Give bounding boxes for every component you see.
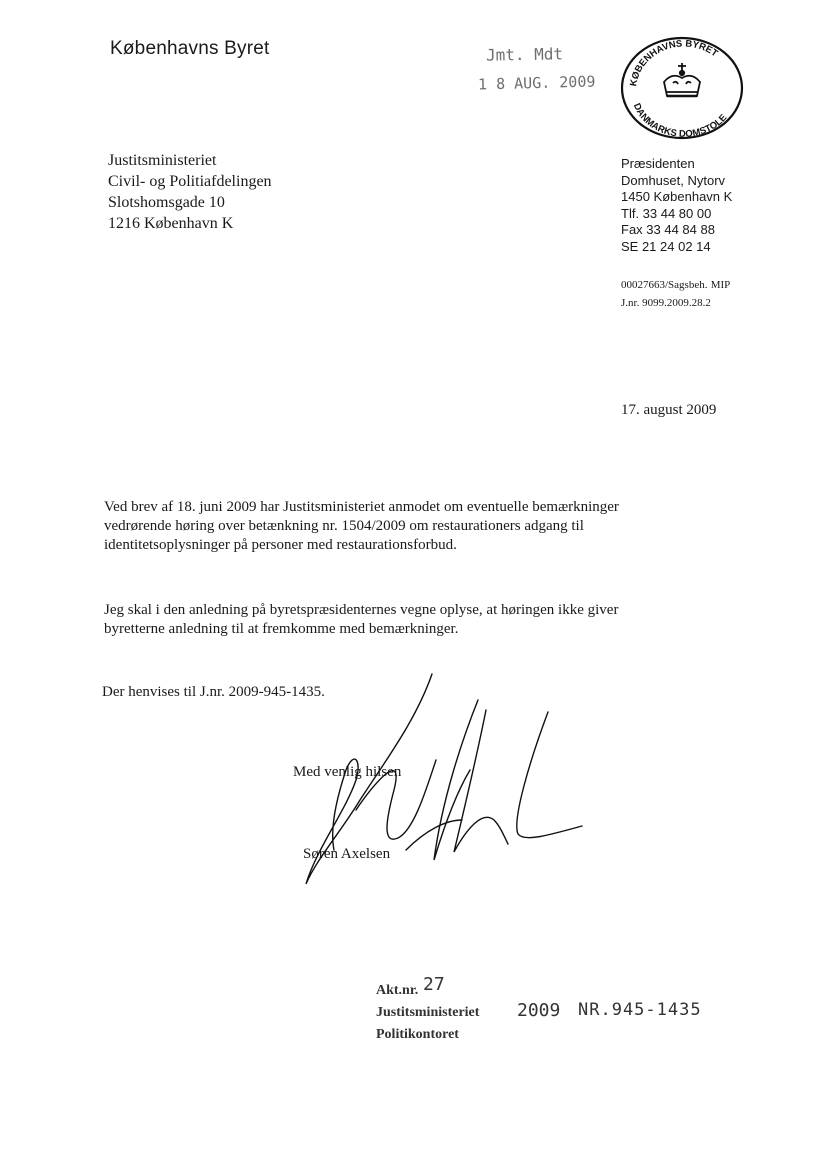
- sender-line: Præsidenten: [621, 156, 695, 171]
- seal-bottom-text: DANMARKS DOMSTOLE: [630, 101, 730, 140]
- sender-line: 1450 København K: [621, 189, 733, 204]
- body-paragraph-2: Jeg skal i den anledning på byretspræsidenternes vegne oplyse, at høringen ikke giver byretterne anledning til at fremkomme med bemærkninger.: [104, 602, 619, 637]
- svg-text:DANMARKS DOMSTOLE: [631, 102, 729, 140]
- handwritten-aktnr: 27: [423, 974, 445, 995]
- signer-name: Søren Axelsen: [303, 846, 391, 862]
- crown-icon: [664, 63, 700, 96]
- recipient-line: Slotshomsgade 10: [108, 194, 225, 211]
- handwritten-case-number: NR.945-1435: [578, 1000, 702, 1020]
- ministry-name: Justitsministeriet: [376, 1005, 480, 1020]
- recipient-line: Justitsministeriet: [108, 152, 217, 169]
- aktnr-label: Akt.nr.: [376, 983, 419, 998]
- sender-line: SE 21 24 02 14: [621, 238, 711, 254]
- journal-number: J.nr. 9099.2009.28.2: [621, 297, 711, 309]
- received-stamp-date: 1 8 AUG. 2009: [477, 72, 596, 94]
- handwritten-signature: [286, 660, 596, 890]
- court-seal: [618, 34, 746, 142]
- court-name: Københavns Byret: [110, 38, 270, 59]
- body-paragraph-1: Ved brev af 18. juni 2009 har Justitsministeriet anmodet om eventuelle bemærkninger vedrørende høring over betænkning nr. 1504/2009 om restaurationers adgang til identitetsoplysninger på personer med restaurationsforbud.: [104, 499, 619, 553]
- recipient-line: 1216 København K: [108, 215, 234, 232]
- sender-line: Tlf. 33 44 80 00: [621, 205, 712, 221]
- handwritten-year: 2009: [517, 1000, 561, 1021]
- letter-date: 17. august 2009: [621, 402, 717, 418]
- svg-text:KØBENHAVNS BYRET: [628, 38, 720, 87]
- sender-line: Domhuset, Nytorv: [621, 172, 726, 188]
- sender-address: [621, 156, 732, 255]
- office-name: Politikontoret: [376, 1027, 459, 1042]
- case-number-line: [621, 275, 730, 294]
- seal-top-text: KØBENHAVNS BYRET: [628, 38, 720, 88]
- recipient-address: [108, 150, 272, 234]
- sender-line: Fax 33 44 84 88: [621, 222, 715, 237]
- recipient-line: Civil- og Politiafdelingen: [108, 173, 272, 190]
- case-number: 00027663/Sagsbeh.: [621, 279, 708, 291]
- body-paragraph-3: Der henvises til J.nr. 2009-945-1435.: [102, 684, 325, 700]
- case-reference: [621, 275, 730, 312]
- received-stamp-initials: Jmt. Mdt: [485, 44, 564, 65]
- case-handler-initials: MIP: [710, 279, 731, 291]
- closing-greeting: Med venlig hilsen: [293, 764, 402, 780]
